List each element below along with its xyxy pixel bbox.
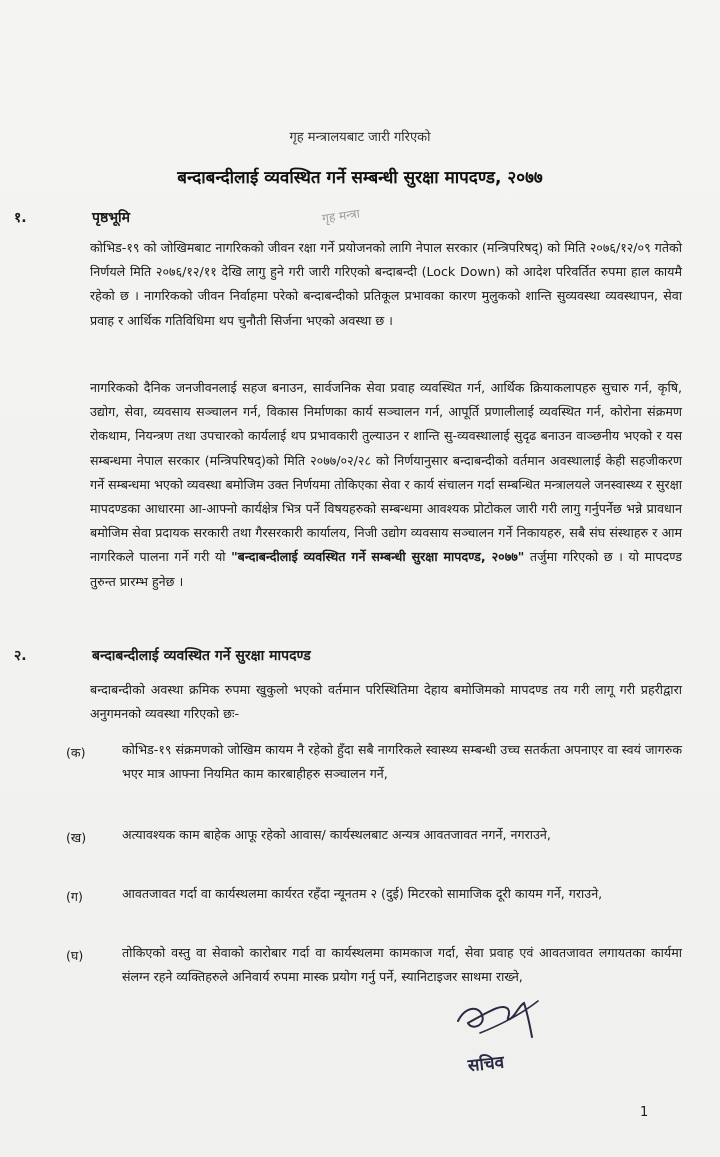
section-1-heading: पृष्ठभूमि <box>92 210 131 226</box>
faint-stamp: गृह मन्त्रा <box>321 206 361 226</box>
handwritten-signature <box>420 985 570 1080</box>
page-number: 1 <box>640 1105 649 1120</box>
list-item-gha: तोकिएको वस्तु वा सेवाको कारोबार गर्दा वा कार्यस्थलमा कामकाज गर्दा, सेवा प्रवाह एवं आवतजावत लगायतका कार्यमा संलग्न रहने व्यक्तिहरुले अनिवार्य रुपमा मास्क प्रयोग गर्नु पर्ने, स्यानिटाइजर साथमा राख्ने, <box>122 945 682 984</box>
paragraph-2-end: तर्जुमा गरिएको छ । यो मापदण्ड तुरुन्त प्रारम्भ हुनेछ । <box>90 549 682 589</box>
signature-caption: सचिव <box>466 1052 506 1077</box>
list-item-kha: अत्यावश्यक काम बाहेक आफू रहेको आवास/ कार्यस्थलबाट अन्यत्र आवतजावत नगर्ने, नगराउने, <box>122 827 551 842</box>
section-2-intro: बन्दाबन्दीको अवस्था क्रमिक रुपमा खुकुलो भएको वर्तमान परिस्थितिमा देहाय बमोजिमको मापदण्ड तय गरी लागू गरी प्रहरीद्वारा अनुगमनको व्यवस्था गरिएको छः- <box>90 682 682 722</box>
list-item-ga: आवतजावत गर्दा वा कार्यस्थलमा कार्यरत रहँदा न्यूनतम २ (दुई) मिटरको सामाजिक दूरी कायम गर्ने, गराउने, <box>122 886 603 901</box>
paragraph-2-text: नागरिकको दैनिक जनजीवनलाई सहज बनाउन, सार्वजनिक सेवा प्रवाह व्यवस्थित गर्न, आर्थिक क्रियाकलापहरु सुचारु गर्न, कृषि, उद्योग, सेवा, व्यवसाय सञ्चालन गर्न, विकास निर्माणका कार्य सञ्चालन गर्न, आपूर्ति प्रणालीलाई व्यवस्थित गर्न, कोरोना संक्रमण रोकथाम, नियन्त्रण तथा उपचारको कार्यलाई थप प्रभावकारी तुल्याउन र शान्ति सु-व्यवस्थालाई सुदृढ बनाउन वाञ्छनीय भएको र यस सम्बन्धमा नेपाल सरकार (मन्त्रिपरिषद्)को मिति २०७७/०२/२८ को निर्णयानुसार बन्दाबन्दीको वर्तमान अवस्थालाई केही सहजीकरण गर्ने सम्बन्धमा भएको व्यवस्था बमोजिम उक्त निर्णयमा तोकिएका सेवा र कार्य संचालन गर्दा सम्बन्धित मन्त्रालयले जनस्वास्थ्य र सुरक्षा मापदण्डका आधारमा आ-आफ्नो कार्यक्षेत्र भित्र पर्ने विषयहरुको सम्बन्धमा आवश्यक प्रोटोकल जारी गरी लागु गर्नुपर्नेछ भन्ने प्रावधान बमोजिम सेवा प्रदायक सरकारी तथा गैरसरकारी कार्यालय, निजी उद्योग व्यवसाय सञ्चालन गर्ने निकायहरु, सबै संघ संस्थाहरु र आम नागरिकले पालना गर्ने गरी यो <box>90 380 682 565</box>
paragraph-2-bold-title: "बन्दाबन्दीलाई व्यवस्थित गर्ने सम्बन्धी सुरक्षा मापदण्ड, २०७७" <box>231 549 525 565</box>
signature-stroke <box>458 1003 532 1037</box>
document-title: बन्दाबन्दीलाई व्यवस्थित गर्ने सम्बन्धी सुरक्षा मापदण्ड, २०७७ <box>177 168 543 188</box>
item-label: (घ) <box>66 948 84 963</box>
section-1-paragraph-2 <box>90 376 682 594</box>
item-label: (क) <box>66 745 86 760</box>
issuer-line: गृह मन्त्रालयबाट जारी गरिएको <box>289 130 431 145</box>
item-label: (ग) <box>66 889 83 904</box>
section-2-heading: बन्दाबन्दीलाई व्यवस्थित गर्ने सुरक्षा मापदण्ड <box>92 648 311 664</box>
section-1-number: १. <box>14 210 27 226</box>
item-label: (ख) <box>66 830 87 845</box>
section-1-paragraph-1: कोभिड-१९ को जोखिमबाट नागरिकको जीवन रक्षा गर्ने प्रयोजनको लागि नेपाल सरकार (मन्त्रिपरिषद्) को मिति २०७६/१२/०९ गतेको निर्णयले मिति २०७६/१२/११ देखि लागु हुने गरी जारी गरिएको बन्दाबन्दी (Lock Down) को आदेश परिवर्तित रुपमा हाल कायमै रहेको छ । नागरिकको जीवन निर्वाहमा परेको बन्दाबन्दीको प्रतिकूल प्रभावका कारण मुलुकको शान्ति सुव्यवस्था व्यवस्थापन, सेवा प्रवाह र आर्थिक गतिविधिमा थप चुनौती सिर्जना भएको अवस्था छ । <box>90 240 682 328</box>
list-item-ka: कोभिड-१९ संक्रमणको जोखिम कायम नै रहेको हुँदा सबै नागरिकले स्वास्थ्य सम्बन्धी उच्च सतर्कता अपनाएर वा स्वयं जागरुक भएर मात्र आफ्ना नियमित काम कारबाहीहरु सञ्चालन गर्ने, <box>122 742 682 781</box>
section-2-number: २. <box>14 648 27 664</box>
